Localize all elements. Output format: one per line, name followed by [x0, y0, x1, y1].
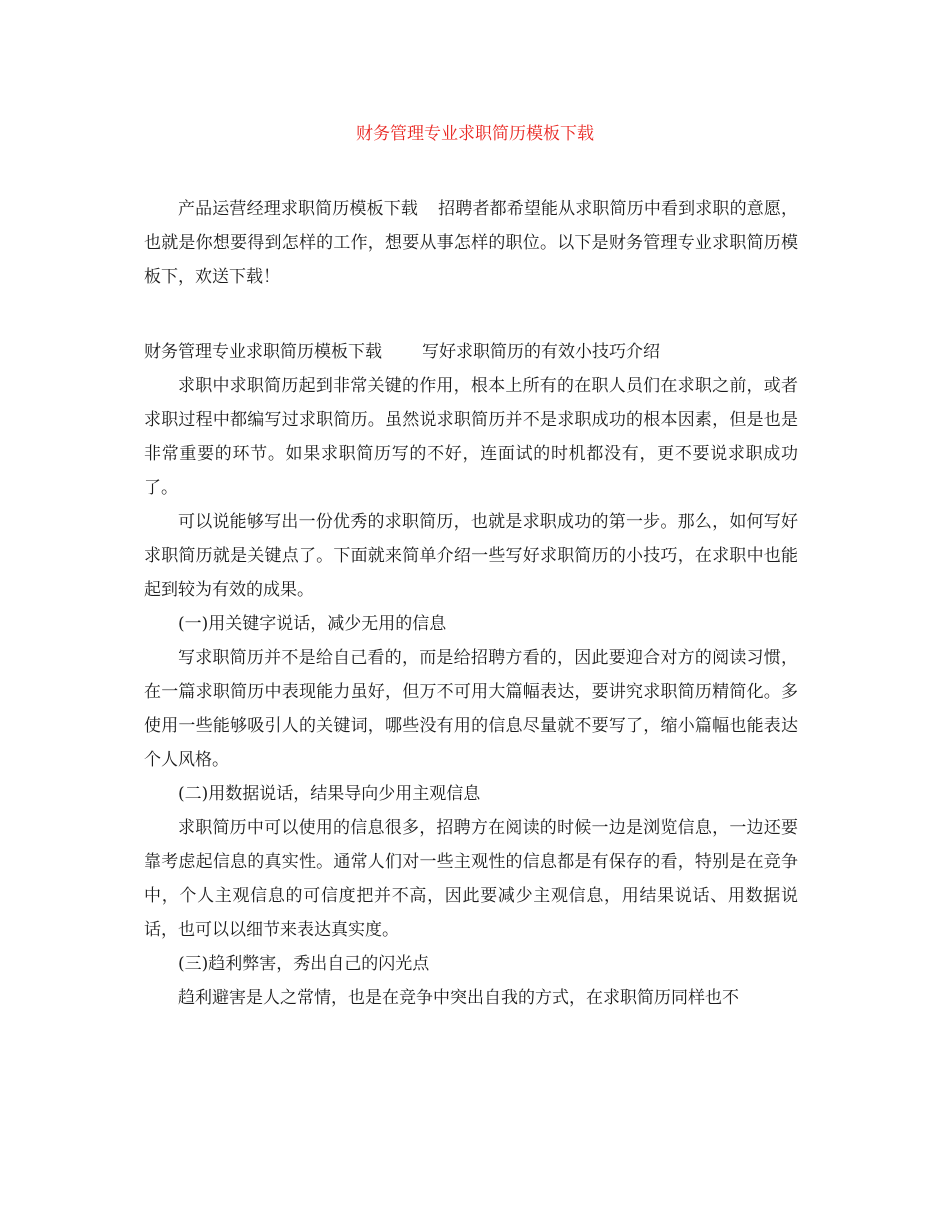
main-block	[144, 335, 798, 1015]
section-heading-right: 写好求职简历的有效小技巧介绍	[422, 342, 660, 362]
intro-lead: 产品运营经理求职简历模板下载	[178, 199, 418, 219]
intro-block	[144, 192, 798, 294]
subheading: (二)用数据说话，结果导向少用主观信息	[178, 784, 481, 804]
body-paragraph: 趋利避害是人之常情，也是在竞争中突出自我的方式，在求职简历同样也不	[178, 988, 739, 1008]
subheading: (一)用关键字说话，减少无用的信息	[178, 614, 447, 634]
body-paragraph: 可以说能够写出一份优秀的求职简历，也就是求职成功的第一步。那么，如何写好求职简历就是关键点了。下面就来简单介绍一些写好求职简历的小技巧，在求职中也能起到较为有效的成果。	[144, 512, 798, 600]
body-paragraph: 求职简历中可以使用的信息很多，招聘方在阅读的时候一边是浏览信息，一边还要靠考虑起信息的真实性。通常人们对一些主观性的信息都是有保存的看，特别是在竞争中，个人主观信息的可信度把并不高，因此要减少主观信息，用结果说话、用数据说话，也可以以细节来表达真实度。	[144, 818, 798, 940]
body-paragraph: 求职中求职简历起到非常关键的作用，根本上所有的在职人员们在求职之前，或者求职过程中都编写过求职简历。虽然说求职简历并不是求职成功的根本因素，但是也是非常重要的环节。如果求职简历写的不好，连面试的时机都没有，更不要说求职成功了。	[144, 376, 798, 498]
subheading: (三)趋利弊害，秀出自己的闪光点	[178, 954, 430, 974]
section-heading-left: 财务管理专业求职简历模板下载	[144, 342, 382, 362]
intro-paragraph	[144, 192, 798, 294]
section-heading	[144, 335, 798, 369]
document-title: 财务管理专业求职简历模板下载	[356, 124, 594, 144]
body-paragraph: 写求职简历并不是给自己看的，而是给招聘方看的，因此要迎合对方的阅读习惯，在一篇求职简历中表现能力虽好，但万不可用大篇幅表达，要讲究求职简历精简化。多使用一些能够吸引人的关键词，哪些没有用的信息尽量就不要写了，缩小篇幅也能表达个人风格。	[144, 648, 798, 770]
intro-text: 招聘者都希望能从求职简历中看到求职的意愿，也就是你想要得到怎样的工作，想要从事怎样的职位。以下是财务管理专业求职简历模板下，欢送下载！	[144, 199, 798, 287]
